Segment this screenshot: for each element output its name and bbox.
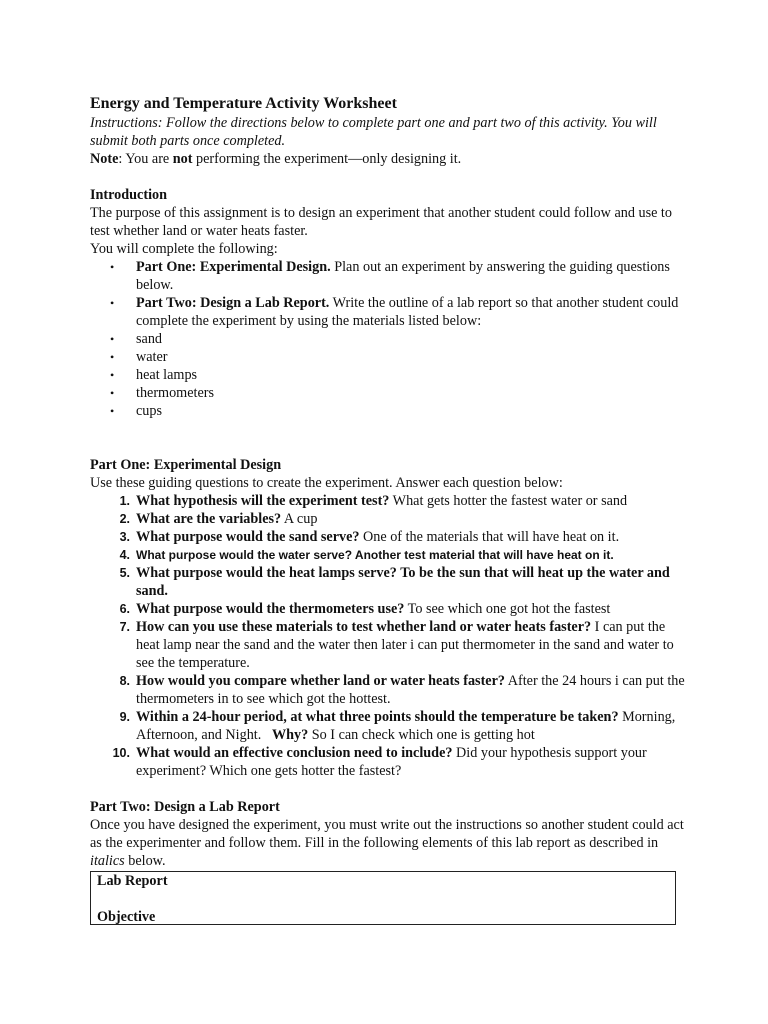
question-number: 4.: [119, 548, 130, 562]
question-item: [90, 546, 690, 564]
note-emphasis: not: [172, 151, 193, 167]
list-item: [90, 258, 690, 294]
part-two-label: Part Two: Design a Lab Report.: [136, 295, 330, 311]
note-after: performing the experiment—only designing it.: [192, 151, 462, 167]
question-text: What purpose would the thermometers use?: [136, 601, 405, 617]
note-line: [90, 150, 690, 168]
question-text: What hypothesis will the experiment test?: [136, 493, 390, 509]
part-one-heading: Part One: Experimental Design: [90, 457, 282, 473]
note-before: : You are: [118, 151, 173, 167]
question-number: 1.: [119, 494, 130, 508]
italics-word: italics: [90, 853, 125, 869]
material-water: water: [136, 349, 168, 365]
question-number: 8.: [119, 674, 130, 688]
part-two-text-before: Once you have designed the experiment, you must write out the instructions so another student could act as the experimenter and follow them. Fill in the following elements of this lab report as described in: [90, 817, 684, 851]
bullet-icon: •: [110, 404, 115, 418]
material-heat-lamps: heat lamps: [136, 367, 198, 383]
list-item: [90, 330, 690, 348]
bullet-icon: •: [110, 350, 115, 364]
bullet-icon: •: [110, 386, 115, 400]
note-label: Note: [90, 151, 119, 167]
question-text: What purpose would the sand serve?: [136, 529, 360, 545]
introduction-heading: Introduction: [90, 187, 167, 203]
answer-text: To see which one got hot the fastest: [404, 601, 611, 617]
part-one-text: Plan out an experiment by answering the guiding questions below.: [136, 259, 670, 293]
question-item: [90, 618, 690, 672]
question-number: 2.: [119, 512, 130, 526]
worksheet-page: [90, 94, 690, 925]
lab-report-box: [90, 871, 676, 925]
question-text: What are the variables?: [136, 511, 282, 527]
parts-list: [90, 258, 690, 420]
lab-report-title: Lab Report: [97, 873, 168, 889]
guiding-questions: [90, 492, 690, 780]
question-number: 9.: [119, 710, 130, 724]
question-number: 6.: [119, 602, 130, 616]
objective-label: Objective: [97, 909, 156, 925]
page-title: Energy and Temperature Activity Worksheet: [90, 95, 397, 112]
question-item: [90, 492, 690, 510]
question-item: [90, 600, 690, 618]
question-text: How would you compare whether land or water heats faster?: [136, 673, 505, 689]
part-one-lead: Use these guiding questions to create the experiment. Answer each question below:: [90, 475, 563, 491]
question-text: How can you use these materials to test whether land or water heats faster?: [136, 619, 592, 635]
material-cups: cups: [136, 403, 163, 419]
question-number: 5.: [119, 566, 130, 580]
part-one-label: Part One: Experimental Design.: [136, 259, 331, 275]
answer-text: After the 24 hours i can put the thermometers in to see which got the hottest.: [136, 673, 685, 707]
bullet-icon: •: [110, 296, 115, 310]
material-sand: sand: [136, 331, 163, 347]
bullet-icon: •: [110, 332, 115, 346]
question-text: What would an effective conclusion need to include?: [136, 745, 453, 761]
bullet-icon: •: [110, 260, 115, 274]
part-two-text: Write the outline of a lab report so that another student could complete the experiment by using the materials listed below:: [136, 295, 679, 329]
why-answer: So I can check which one is getting hot: [308, 727, 535, 743]
question-item: [90, 510, 690, 528]
question-item: [90, 564, 690, 600]
answer-text: Morning, Afternoon, and Night.: [136, 709, 676, 743]
answer-text: To be the sun that will heat up the water and sand.: [136, 565, 670, 599]
why-label: Why?: [271, 727, 309, 743]
answer-text: Did your hypothesis support your experiment? Which one gets hotter the fastest?: [136, 745, 647, 779]
question-item: [90, 528, 690, 546]
part-two-heading: Part Two: Design a Lab Report: [90, 799, 280, 815]
answer-text: One of the materials that will have heat on it.: [359, 529, 620, 545]
part-two-text: [90, 816, 690, 870]
bullet-icon: •: [110, 368, 115, 382]
answer-text: A cup: [281, 511, 318, 527]
instructions-text: Instructions: Follow the directions below to complete part one and part two of this activity. You will submit both parts once completed.: [90, 115, 657, 149]
question-number: 7.: [119, 620, 130, 634]
part-two-text-after: below.: [124, 853, 166, 869]
answer-text: What gets hotter the fastest water or sand: [389, 493, 628, 509]
list-item: [90, 366, 690, 384]
question-item: [90, 672, 690, 708]
question-text: What purpose would the heat lamps serve?: [136, 565, 397, 581]
answer-text: I can put the heat lamp near the sand and the water then later i can put thermometer in the sand and water to see the temperature.: [136, 619, 674, 671]
question-number: 10.: [112, 746, 130, 760]
complete-following-line: You will complete the following:: [90, 241, 278, 257]
list-item: [90, 384, 690, 402]
introduction-text: The purpose of this assignment is to design an experiment that another student could follow and use to test whether land or water heats faster.: [90, 205, 672, 239]
question-item: [90, 744, 690, 780]
question-item: [90, 708, 690, 744]
list-item: [90, 348, 690, 366]
list-item: [90, 294, 690, 330]
question-text: Within a 24-hour period, at what three points should the temperature be taken?: [136, 709, 619, 725]
material-thermometers: thermometers: [136, 385, 215, 401]
question-number: 3.: [119, 530, 130, 544]
answer-text: Another test material that will have heat on it.: [352, 548, 614, 562]
question-text: What purpose would the water serve?: [136, 548, 353, 562]
list-item: [90, 402, 690, 420]
